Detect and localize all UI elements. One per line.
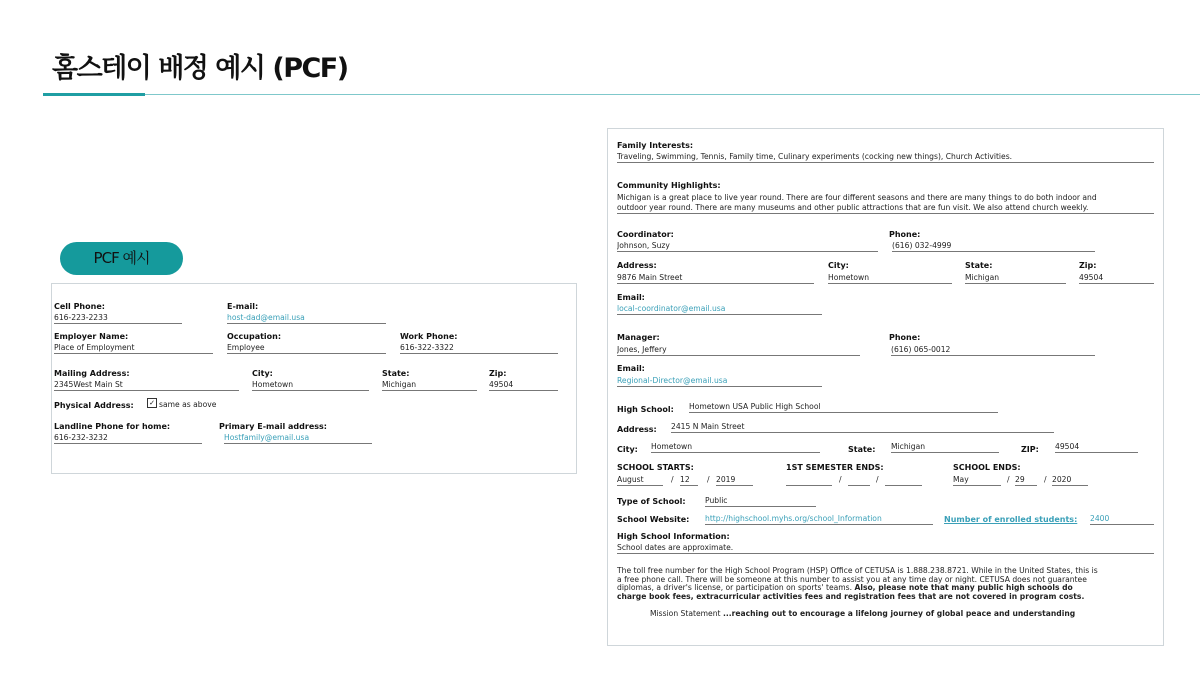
coordinator-city-value: Hometown — [828, 273, 952, 284]
coordinator-address-value: 9876 Main Street — [617, 273, 814, 284]
family-interests-value: Traveling, Swimming, Tennis, Family time, Culinary experiments (cocking new things), Church Activities. — [617, 152, 1154, 163]
coordinator-email-label: Email: — [617, 293, 645, 302]
school-ends-year: 2020 — [1052, 475, 1088, 486]
notice-line — [617, 593, 1157, 602]
high-school-label: High School: — [617, 405, 674, 414]
work-phone-value: 616-322-3322 — [400, 343, 558, 354]
school-ends-label: SCHOOL ENDS: — [953, 463, 1021, 472]
manager-label: Manager: — [617, 333, 660, 342]
school-website-label: School Website: — [617, 515, 690, 524]
community-highlights-line2: outdoor year round. There are many museums and other public attractions that are fun visit. We also attend church weekly. — [617, 203, 1154, 214]
physical-address-label: Physical Address: — [54, 401, 134, 410]
school-starts-day: 12 — [680, 475, 698, 486]
community-highlights-line1: Michigan is a great place to live year round. There are four different seasons and there are many things to do both indoor and — [617, 193, 1097, 202]
coordinator-value: Johnson, Suzy — [617, 241, 878, 252]
same-as-above-label: same as above — [159, 400, 217, 409]
school-ends-month: May — [953, 475, 1001, 486]
school-state-label: State: — [848, 445, 876, 454]
notice-line: The toll free number for the High School Program (HSP) Office of CETUSA is 1.888.238.8721. While in the United States, this is — [617, 566, 1098, 575]
primary-email-label: Primary E-mail address: — [219, 422, 327, 431]
date-separator: / — [876, 475, 879, 484]
school-address-label: Address: — [617, 425, 657, 434]
school-address-value: 2415 N Main Street — [671, 422, 1054, 433]
enrolled-students-label: Number of enrolled students: — [944, 515, 1078, 524]
enrolled-students-value: 2400 — [1090, 514, 1154, 525]
primary-email-value[interactable]: Hostfamily@email.usa — [224, 433, 372, 444]
school-starts-year: 2019 — [716, 475, 753, 486]
school-type-value: Public — [705, 496, 816, 507]
zip-label: Zip: — [489, 369, 507, 378]
email-label: E-mail: — [227, 302, 259, 311]
date-separator: / — [839, 475, 842, 484]
mailing-address-label: Mailing Address: — [54, 369, 130, 378]
high-school-value: Hometown USA Public High School — [689, 402, 998, 413]
program-notice — [617, 567, 1157, 601]
coordinator-zip-value: 49504 — [1079, 273, 1154, 284]
work-phone-label: Work Phone: — [400, 332, 458, 341]
mission-label: Mission Statement — [650, 609, 723, 618]
title-divider — [43, 94, 1200, 95]
date-separator: / — [1044, 475, 1047, 484]
coordinator-zip-label: Zip: — [1079, 261, 1097, 270]
semester-ends-label: 1ST SEMESTER ENDS: — [786, 463, 884, 472]
school-type-label: Type of School: — [617, 497, 686, 506]
title-divider-accent — [43, 93, 145, 96]
city-label: City: — [252, 369, 273, 378]
date-separator: / — [1007, 475, 1010, 484]
city-value: Hometown — [252, 380, 369, 391]
manager-email-value[interactable]: Regional-Director@email.usa — [617, 376, 822, 387]
manager-value: Jones, Jeffery — [617, 345, 860, 356]
cell-phone-value: 616-223-2233 — [54, 313, 182, 324]
pcf-example-badge: PCF 예시 — [60, 242, 183, 275]
zip-value: 49504 — [489, 380, 558, 391]
school-zip-value: 49504 — [1055, 442, 1138, 453]
school-city-label: City: — [617, 445, 638, 454]
coordinator-phone-label: Phone: — [889, 230, 921, 239]
coordinator-state-value: Michigan — [965, 273, 1066, 284]
mission-text: ...reaching out to encourage a lifelong journey of global peace and understanding — [722, 609, 1076, 618]
same-as-above-checkbox[interactable]: ✓ — [147, 398, 157, 408]
manager-email-label: Email: — [617, 364, 645, 373]
employer-value: Place of Employment — [54, 343, 213, 354]
notice-text: diplomas, a driver's license, or participation on sports' teams. — [617, 583, 855, 593]
hs-info-value: School dates are approximate. — [617, 543, 1154, 554]
manager-phone-label: Phone: — [889, 333, 921, 342]
mailing-address-value: 2345West Main St — [54, 380, 239, 391]
state-value: Michigan — [382, 380, 477, 391]
semester-ends-month — [786, 475, 832, 486]
host-contact-form — [51, 283, 577, 474]
semester-ends-year — [885, 475, 922, 486]
page-title: 홈스테이 배정 예시 (PCF) — [52, 53, 348, 84]
mission-statement — [650, 609, 1075, 619]
community-highlights-label: Community Highlights: — [617, 181, 721, 190]
state-label: State: — [382, 369, 410, 378]
landline-value: 616-232-3232 — [54, 433, 202, 444]
school-coordinator-form — [607, 128, 1164, 646]
occupation-label: Occupation: — [227, 332, 282, 341]
school-state-value: Michigan — [891, 442, 999, 453]
school-ends-day: 29 — [1015, 475, 1037, 486]
coordinator-label: Coordinator: — [617, 230, 674, 239]
coordinator-city-label: City: — [828, 261, 849, 270]
employer-label: Employer Name: — [54, 332, 129, 341]
school-city-value: Hometown — [651, 442, 820, 453]
coordinator-phone-value: (616) 032-4999 — [892, 241, 1095, 252]
coordinator-state-label: State: — [965, 261, 993, 270]
landline-label: Landline Phone for home: — [54, 422, 171, 431]
notice-bold: charge book fees, extracurricular activities fees and registration fees that are not covered in program costs. — [617, 591, 1085, 601]
coordinator-email-value[interactable]: local-coordinator@email.usa — [617, 304, 822, 315]
school-starts-label: SCHOOL STARTS: — [617, 463, 694, 472]
coordinator-address-label: Address: — [617, 261, 657, 270]
cell-phone-label: Cell Phone: — [54, 302, 105, 311]
notice-line: a free phone call. There will be someone at this number to assist you at any time day or night. CETUSA does not guarantee — [617, 574, 1087, 584]
hs-info-label: High School Information: — [617, 532, 730, 541]
school-zip-label: ZIP: — [1021, 445, 1039, 454]
family-interests-label: Family Interests: — [617, 141, 694, 150]
notice-bold: Also, please note that many public high schools do — [854, 583, 1073, 593]
date-separator: / — [707, 475, 710, 484]
date-separator: / — [671, 475, 674, 484]
manager-phone-value: (616) 065-0012 — [891, 345, 1095, 356]
school-starts-month: August — [617, 475, 663, 486]
semester-ends-day — [848, 475, 870, 486]
email-value[interactable]: host-dad@email.usa — [227, 313, 386, 324]
school-website-link[interactable]: http://highschool.myhs.org/school_Information — [705, 514, 933, 525]
occupation-value: Employee — [227, 343, 386, 354]
